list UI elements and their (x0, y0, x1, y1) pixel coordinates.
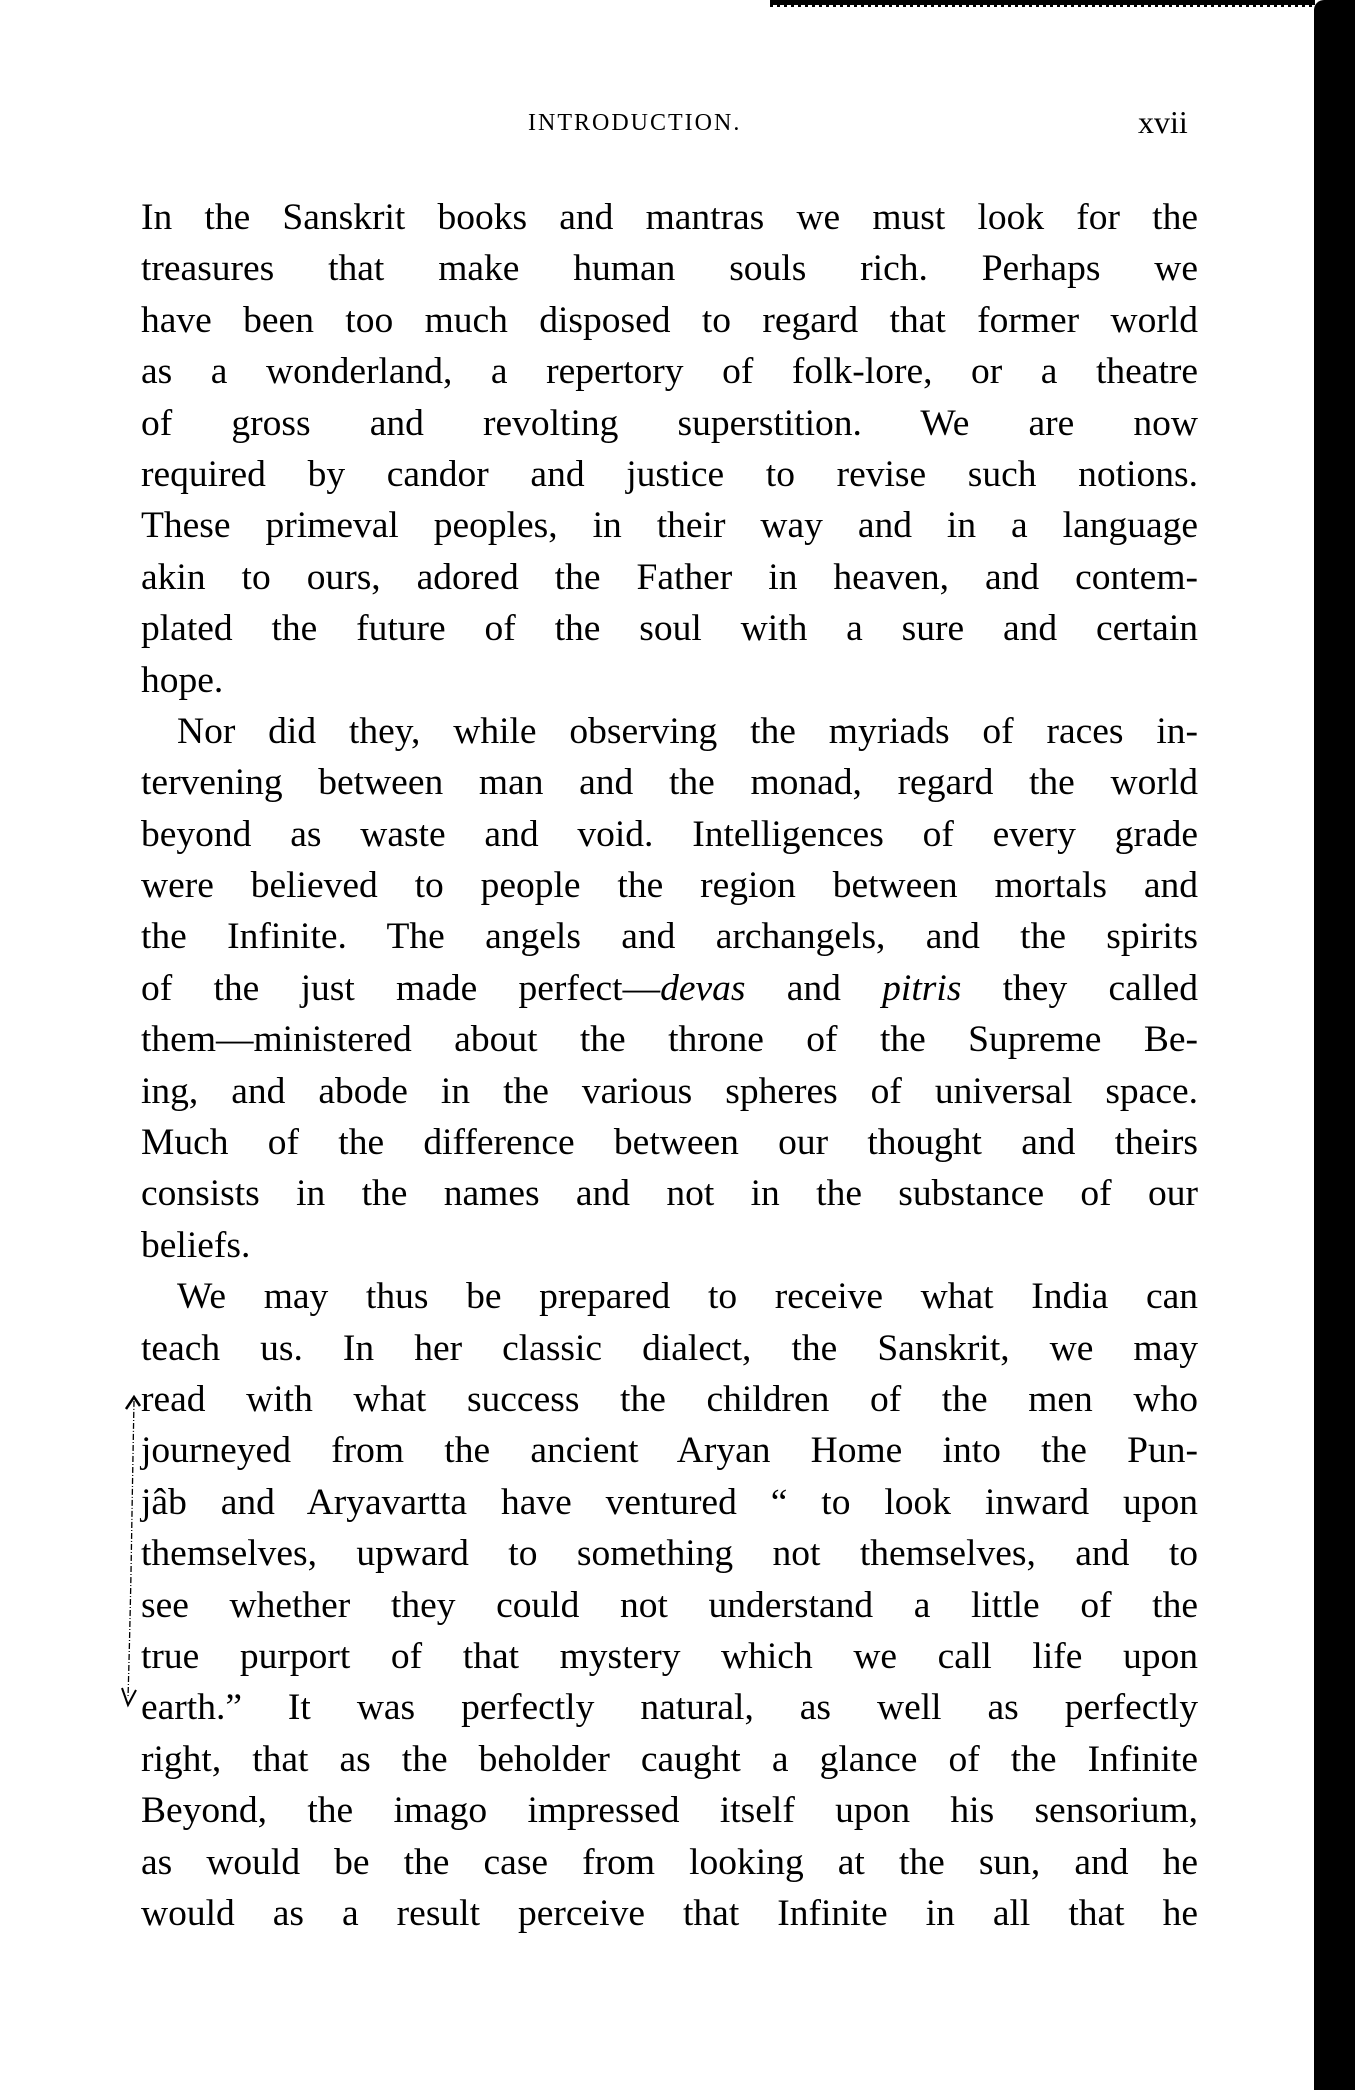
text-line: the Infinite. The angels and archangels, and the spirits (141, 916, 1198, 958)
text-line: Much of the difference between our thought and theirs (141, 1122, 1198, 1164)
page-number: xvii (1138, 104, 1188, 140)
text-line: required by candor and justice to revise such notions. (141, 453, 1198, 495)
text-line: as would be the case from looking at the sun, and he (141, 1841, 1198, 1883)
scan-right-edge (1314, 0, 1355, 2090)
arrow-down-head (122, 1688, 136, 1705)
text-line: true purport of that mystery which we call life upon (141, 1635, 1198, 1677)
paragraph-2 (141, 706, 1198, 1271)
scan-top-edge-noise (770, 5, 1315, 7)
text-line: In the Sanskrit books and mantras we must look for the (141, 197, 1198, 238)
text-line: These primeval peoples, in their way and in a language (141, 505, 1198, 547)
text-line: have been too much disposed to regard that former world (141, 299, 1198, 341)
paragraph-3 (141, 1271, 1198, 1939)
text-line: akin to ours, adored the Father in heaven, and contem- (141, 556, 1198, 598)
text-line: Nor did they, while observing the myriads of races in- (177, 710, 1198, 752)
text-line: beyond as waste and void. Intelligences of every grade (141, 813, 1198, 855)
text-line: beliefs. (141, 1224, 251, 1266)
margin-bracket-arrow-icon (118, 1393, 148, 1713)
text-line: see whether they could not understand a little of the (141, 1584, 1198, 1626)
italic-term-devas: devas (660, 967, 746, 1009)
text-line: of gross and revolting superstition. We are now (141, 402, 1198, 444)
text-line: them—ministered about the throne of the Supreme Be- (141, 1019, 1198, 1061)
body-text (141, 192, 1198, 1939)
arrow-up-head (126, 1397, 140, 1409)
text-run: they called (961, 967, 1198, 1009)
text-run: of the just made perfect— (141, 967, 661, 1009)
text-line: were believed to people the region between mortals and (141, 865, 1198, 907)
text-line: treasures that make human souls rich. Perhaps we (141, 248, 1198, 290)
text-line: hope. (141, 659, 224, 701)
italic-term-pitris: pitris (882, 967, 962, 1009)
text-line: jâb and Aryavartta have ventured “ to look inward upon (141, 1481, 1198, 1523)
text-line: consists in the names and not in the substance of our (141, 1173, 1198, 1215)
text-line: themselves, upward to something not themselves, and to (141, 1533, 1198, 1575)
text-line: teach us. In her classic dialect, the Sanskrit, we may (141, 1327, 1198, 1369)
text-line: read with what success the children of the men who (141, 1378, 1198, 1420)
text-line: plated the future of the soul with a sure and certain (141, 608, 1198, 650)
bracket-line (128, 1401, 134, 1698)
running-head (0, 104, 1355, 144)
text-line: Beyond, the imago impressed itself upon his sensorium, (141, 1790, 1198, 1832)
text-line: We may thus be prepared to receive what India can (177, 1276, 1198, 1318)
text-line: right, that as the beholder caught a glance of the Infinite (141, 1738, 1198, 1780)
text-line-italic (141, 963, 1198, 1014)
paragraph-1 (141, 192, 1198, 706)
text-line: tervening between man and the monad, regard the world (141, 762, 1198, 804)
running-head-title: INTRODUCTION. (528, 110, 742, 136)
text-line: as a wonderland, a repertory of folk-lore, or a theatre (141, 351, 1198, 393)
text-line: ing, and abode in the various spheres of universal space. (141, 1070, 1198, 1112)
text-line: earth.” It was perfectly natural, as well as perfectly (141, 1687, 1198, 1729)
text-run: and (745, 967, 883, 1009)
text-line: journeyed from the ancient Aryan Home into the Pun- (141, 1430, 1198, 1472)
text-line: would as a result perceive that Infinite in all that he (141, 1892, 1198, 1934)
